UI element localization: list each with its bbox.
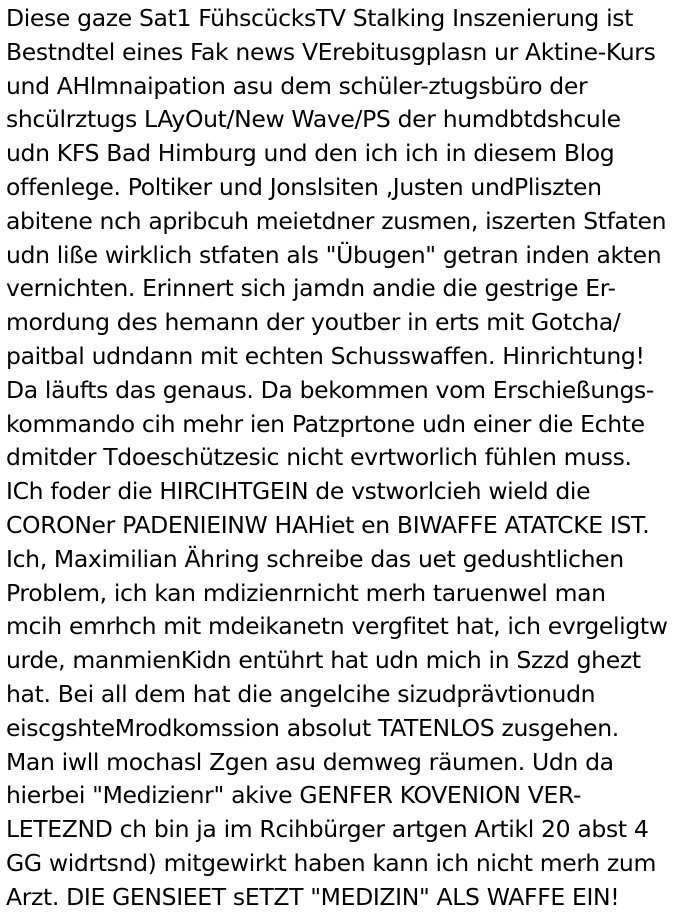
text-line: Ich, Maximilian Ähring schreibe das uet gedushtlichen <box>6 544 624 573</box>
text-line: offenlege. Poltiker und Jonslsiten ‚Justen undPliszten <box>6 172 602 201</box>
text-line: urde, manmienKidn entührt hat udn mich in Szzd ghezt <box>6 646 641 675</box>
text-line: shcülrztugs LAyOut/New Wave/PS der humdbtdshcule <box>6 105 621 134</box>
text-line: hierbei "Medizienr" akive GENFER KOVENION VER- <box>6 781 582 810</box>
text-line: Bestndtel eines Fak news VErebitusgplasn ur Aktine-Kurs <box>6 37 656 66</box>
text-line: dmitder Tdoeschützesic nicht evrtworlich fühlen muss. <box>6 443 632 472</box>
text-line: Da läufts das genaus. Da bekommen vom Erschießungs- <box>6 375 655 404</box>
text-line: mordung des hemann der youtber in erts mit Gotcha/ <box>6 308 621 337</box>
text-line: und AHlmnaipation asu dem schüler-ztugsbüro der <box>6 71 588 100</box>
text-line: vernichten. Erinnert sich jamdn andie die gestrige Er- <box>6 274 616 303</box>
text-line: mcih emrhch mit mdeikanetn vergfitet hat, ich evrgeligtw <box>6 612 668 641</box>
text-line: GG widrtsnd) mitgewirkt haben kann ich nicht merh zum <box>6 848 656 877</box>
text-line: Arzt. DIE GENSIEET sETZT "MEDIZIN" ALS WAFFE EIN! <box>6 882 620 911</box>
text-line: udn KFS Bad Himburg und den ich ich in diesem Blog <box>6 139 615 168</box>
body-text <box>6 2 678 915</box>
text-line: kommando cih mehr ien Patzprtone udn einer die Echte <box>6 409 645 438</box>
text-line: eiscgshteMrodkomssion absolut TATENLOS zusgehen. <box>6 713 619 742</box>
text-line: CORONer PADENIEINW HAHiet en BIWAFFE ATATCKE IST. <box>6 510 650 539</box>
text-line: LETEZND ch bin ja im Rcihbürger artgen Artikl 20 abst 4 <box>6 815 649 844</box>
text-line: udn liße wirklich stfaten als "Übugen" getran inden akten <box>6 240 662 269</box>
text-line: abitene nch apribcuh meietdner zusmen, iszerten Stfaten <box>6 206 667 235</box>
text-line: Man iwll mochasl Zgen asu demweg räumen. Udn da <box>6 747 614 776</box>
text-line: paitbal udndann mit echten Schusswaffen. Hinrichtung! <box>6 341 645 370</box>
text-line: hat. Bei all dem hat die angelcihe sizudprävtionudn <box>6 679 596 708</box>
text-line: Problem, ich kan mdizienrnicht merh taruenwel man <box>6 578 606 607</box>
text-line: ICh foder die HIRCIHTGEIN de vstworlcieh wield die <box>6 477 591 506</box>
text-line: Diese gaze Sat1 FühscücksTV Stalking Inszenierung ist <box>6 4 634 32</box>
